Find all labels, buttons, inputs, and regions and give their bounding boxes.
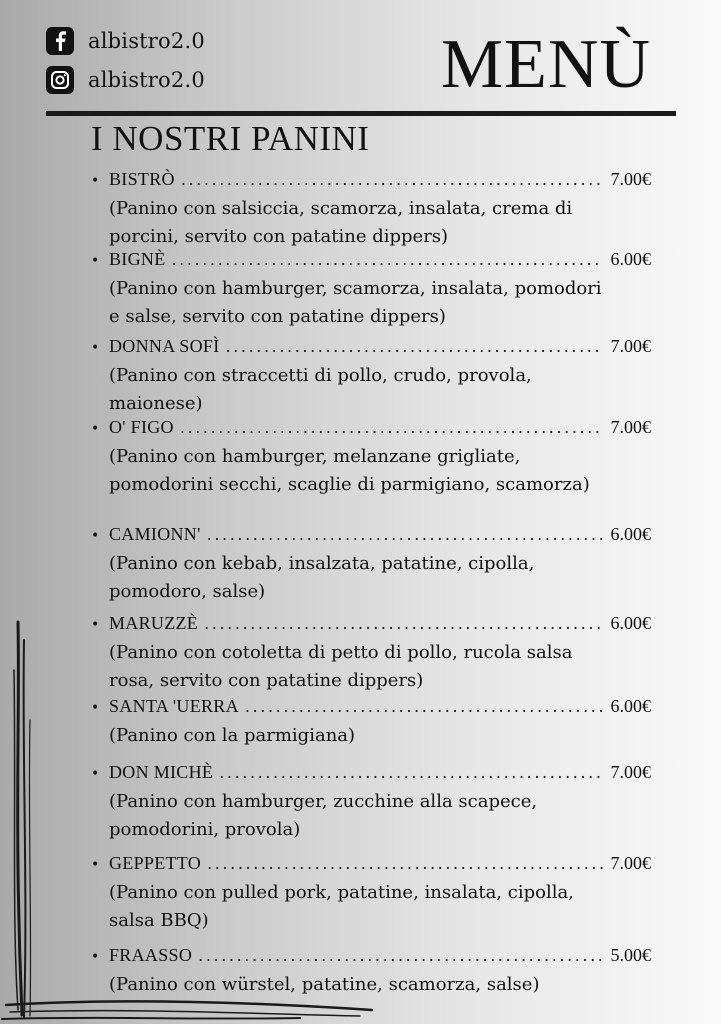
item-name: DONNA SOFÌ bbox=[109, 336, 220, 356]
item-description: (Panino con la parmigiana) bbox=[109, 725, 356, 746]
item-name: CAMIONN' bbox=[109, 524, 201, 544]
facebook-icon bbox=[46, 27, 74, 55]
menu-item bbox=[91, 417, 651, 499]
item-description: (Panino con salsiccia, scamorza, insalata, crema di porcini, servito con patatine dippers) bbox=[109, 198, 573, 247]
brush-stroke-decoration bbox=[0, 600, 380, 1024]
item-description: (Panino con pulled pork, patatine, insalata, cipolla, salsa BBQ) bbox=[109, 882, 574, 931]
menu-item bbox=[91, 524, 651, 606]
item-price: 6.00€ bbox=[610, 613, 651, 633]
header-divider bbox=[46, 111, 676, 116]
facebook-link[interactable] bbox=[46, 27, 205, 55]
bullet-icon: • bbox=[91, 617, 100, 633]
section-title: I NOSTRI PANINI bbox=[91, 119, 370, 158]
bullet-icon: • bbox=[91, 253, 100, 269]
bullet-icon: • bbox=[91, 173, 100, 189]
item-description: (Panino con hamburger, zucchine alla scapece, pomodorini, provola) bbox=[109, 791, 538, 840]
instagram-icon bbox=[46, 66, 74, 94]
item-name: GEPPETTO bbox=[109, 853, 202, 873]
facebook-handle: albistro2.0 bbox=[88, 29, 205, 53]
item-name: FRAASSO bbox=[109, 945, 193, 965]
menu-item bbox=[91, 169, 651, 251]
bullet-icon: • bbox=[91, 421, 100, 437]
item-description: (Panino con cotoletta di petto di pollo, rucola salsa rosa, servito con patatine dippers) bbox=[109, 642, 573, 691]
instagram-link[interactable] bbox=[46, 66, 205, 94]
instagram-handle: albistro2.0 bbox=[88, 68, 205, 92]
item-description: (Panino con straccetti di pollo, crudo, provola, maionese) bbox=[109, 365, 532, 414]
menu-item bbox=[91, 249, 651, 331]
dot-leader bbox=[226, 337, 603, 356]
item-name: DON MICHÈ bbox=[109, 762, 214, 782]
bullet-icon: • bbox=[91, 528, 100, 544]
item-price: 7.00€ bbox=[610, 417, 651, 437]
dot-leader bbox=[181, 170, 603, 189]
dot-leader bbox=[180, 418, 603, 437]
item-description: (Panino con würstel, patatine, scamorza, salse) bbox=[109, 974, 540, 995]
bullet-icon: • bbox=[91, 340, 100, 356]
bullet-icon: • bbox=[91, 700, 100, 716]
item-description: (Panino con hamburger, melanzane grigliate, pomodorini secchi, scaglie di parmigiano, scamorza) bbox=[109, 446, 590, 495]
item-name: O' FIGO bbox=[109, 417, 174, 437]
page-title: MENÙ bbox=[440, 26, 651, 103]
item-name: BIGNÈ bbox=[109, 249, 166, 269]
item-price: 6.00€ bbox=[610, 249, 651, 269]
item-price: 7.00€ bbox=[610, 336, 651, 356]
item-name: SANTA 'UERRA bbox=[109, 696, 239, 716]
item-price: 6.00€ bbox=[610, 696, 651, 716]
dot-leader bbox=[207, 525, 603, 544]
bullet-icon: • bbox=[91, 766, 100, 782]
item-price: 5.00€ bbox=[610, 945, 651, 965]
bullet-icon: • bbox=[91, 949, 100, 965]
item-name: BISTRÒ bbox=[109, 169, 175, 189]
item-price: 6.00€ bbox=[610, 524, 651, 544]
item-name: MARUZZÈ bbox=[109, 613, 199, 633]
item-price: 7.00€ bbox=[610, 762, 651, 782]
item-description: (Panino con kebab, insalzata, patatine, cipolla, pomodoro, salse) bbox=[109, 553, 535, 602]
item-price: 7.00€ bbox=[610, 853, 651, 873]
item-price: 7.00€ bbox=[610, 169, 651, 189]
menu-item bbox=[91, 336, 651, 418]
dot-leader bbox=[172, 250, 603, 269]
bullet-icon: • bbox=[91, 857, 100, 873]
item-description: (Panino con hamburger, scamorza, insalata, pomodori e salse, servito con patatine dippers) bbox=[109, 278, 602, 327]
